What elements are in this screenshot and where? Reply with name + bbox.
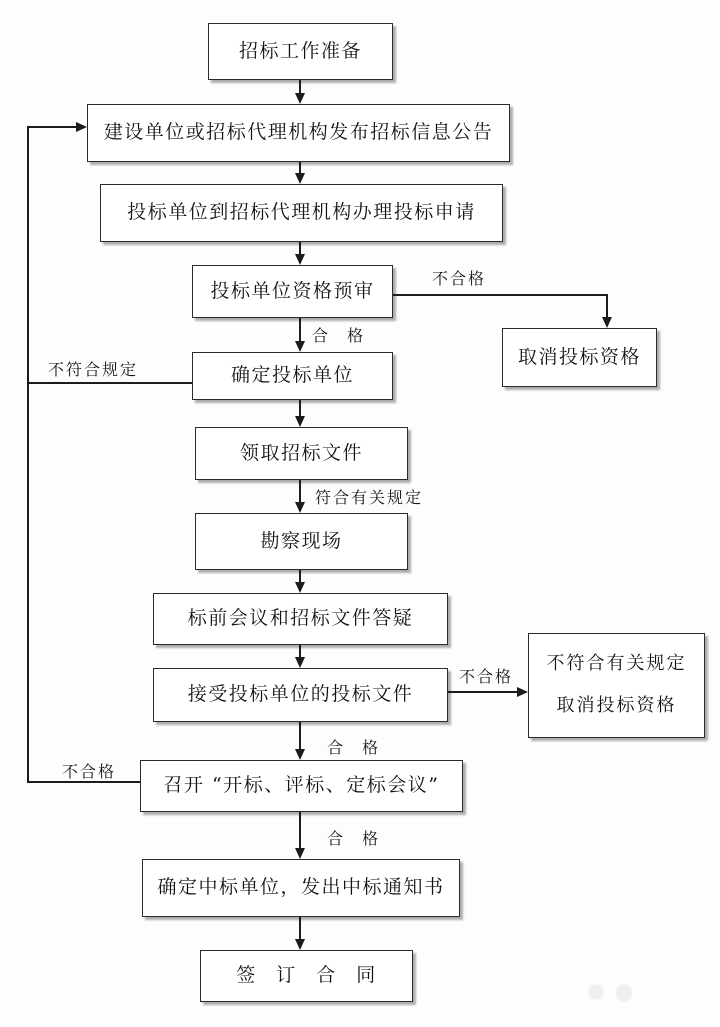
node-collect-documents: 领取招标文件 <box>195 427 408 480</box>
watermark <box>578 980 638 1006</box>
connector-accept-fail-h <box>448 691 517 693</box>
node-open-evaluate-award-meeting: 召开 “开标、评标、定标会议” <box>140 760 463 812</box>
connector-open-award <box>299 812 301 849</box>
edge-label-prequalify-fail: 不合格 <box>432 269 487 288</box>
arrowhead-survey-icon <box>295 502 305 513</box>
connector-confirm-collect <box>299 400 301 417</box>
connector-prequalify-confirm <box>299 318 301 342</box>
node-confirm-bidders: 确定投标单位 <box>192 352 393 400</box>
arrowhead-collect-icon <box>295 416 305 427</box>
node-announce-info: 建设单位或招标代理机构发布招标信息公告 <box>87 104 510 162</box>
arrowhead-apply-icon <box>295 173 305 184</box>
arrowhead-cancel1-icon <box>602 317 612 328</box>
arrowhead-accept-icon <box>295 657 305 668</box>
node-site-survey: 勘察现场 <box>195 513 408 570</box>
node-prebid-meeting: 标前会议和招标文件答疑 <box>153 593 448 645</box>
node-award-notice: 确定中标单位，发出中标通知书 <box>142 859 460 917</box>
arrowhead-meeting-icon <box>295 582 305 593</box>
connector-prepare-announce <box>299 80 301 94</box>
edge-label-accept-pass: 合 格 <box>327 738 381 757</box>
connector-accept-open <box>299 722 301 750</box>
edge-label-collect-pass: 符合有关规定 <box>315 488 424 507</box>
edge-label-open-fail: 不合格 <box>62 762 117 781</box>
edge-label-prequalify-pass: 合 格 <box>312 326 366 345</box>
arrowhead-confirm-icon <box>295 341 305 352</box>
edge-label-confirm-fail: 不符合规定 <box>48 360 139 379</box>
arrowhead-announce-icon <box>295 93 305 104</box>
connector-award-sign <box>299 917 301 940</box>
connector-prequalify-fail-h <box>393 294 607 296</box>
node-prepare: 招标工作准备 <box>208 23 393 80</box>
arrowhead-announce-return-icon <box>76 122 87 132</box>
node-cancel-qualification-2 <box>528 633 705 738</box>
connector-prequalify-fail-v <box>606 294 608 318</box>
node-accept-bid-files: 接受投标单位的投标文件 <box>153 668 448 722</box>
arrowhead-cancel2-icon <box>517 687 528 697</box>
node-bid-application: 投标单位到招标代理机构办理投标申请 <box>100 184 503 242</box>
edge-label-accept-fail: 不合格 <box>459 667 514 686</box>
node-prequalification: 投标单位资格预审 <box>192 265 393 318</box>
node-cancel-2-line-2: 取消投标资格 <box>556 695 677 717</box>
node-sign-contract: 签 订 合 同 <box>200 950 413 1002</box>
node-cancel-qualification: 取消投标资格 <box>502 328 657 387</box>
edge-label-open-pass: 合 格 <box>327 829 381 848</box>
connector-collect-survey <box>299 480 301 503</box>
connector-confirm-fail-h <box>27 382 192 384</box>
connector-feedback-vertical <box>27 126 29 783</box>
arrowhead-open-icon <box>295 749 305 760</box>
connector-feedback-top-h <box>27 126 76 128</box>
node-cancel-2-line-1: 不符合有关规定 <box>546 653 687 675</box>
arrowhead-sign-icon <box>295 939 305 950</box>
arrowhead-prequalify-icon <box>295 254 305 265</box>
arrowhead-award-icon <box>295 848 305 859</box>
